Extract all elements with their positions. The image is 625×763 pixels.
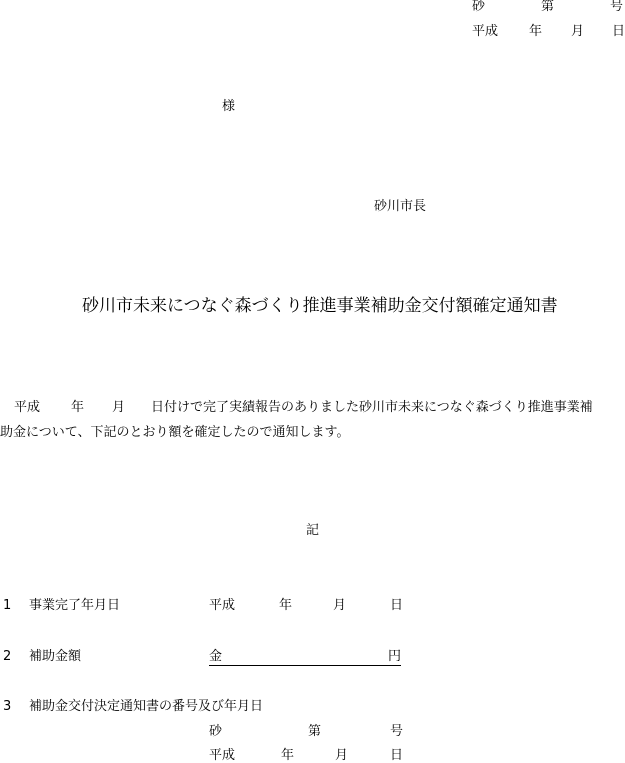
notice-date-month: 月 <box>335 748 349 763</box>
amount-unit: 円 <box>387 649 401 664</box>
body-line1-text: 日付けで完了実績報告のありました砂川市未来につなぐ森づくり推進事業補 <box>151 400 593 415</box>
document-title: 砂川市未来につなぐ森づくり推進事業補助金交付額確定通知書 <box>82 296 558 316</box>
number-prefix: 砂 <box>472 0 486 14</box>
item-number: 2 <box>3 649 12 664</box>
item-number: 1 <box>3 598 12 613</box>
item-date-year: 年 <box>279 598 293 613</box>
amount-underlined-field <box>209 650 401 666</box>
recipient-honorific: 様 <box>222 99 236 114</box>
number-mid: 第 <box>541 0 555 14</box>
notice-date-day: 日 <box>390 748 404 763</box>
item-date-day: 日 <box>390 598 404 613</box>
item-label: 補助金交付決定通知書の番号及び年月日 <box>29 699 264 714</box>
notice-date-era: 平成 <box>209 748 236 763</box>
body-year: 年 <box>71 400 85 415</box>
number-suffix: 号 <box>610 0 624 14</box>
sender-name: 砂川市長 <box>374 199 427 214</box>
item-date-month: 月 <box>333 598 347 613</box>
amount-prefix: 金 <box>209 649 223 664</box>
notice-number-mid: 第 <box>308 724 322 739</box>
item-label: 事業完了年月日 <box>29 598 121 613</box>
date-era: 平成 <box>472 24 499 39</box>
item-label: 補助金額 <box>29 649 82 664</box>
notice-date-year: 年 <box>281 748 295 763</box>
body-month: 月 <box>112 400 126 415</box>
body-line2-text: 助金について、下記のとおり額を確定したので通知します。 <box>0 425 350 440</box>
date-month: 月 <box>571 24 585 39</box>
ki-heading: 記 <box>306 523 320 538</box>
item-date-era: 平成 <box>209 598 236 613</box>
notice-number-prefix: 砂 <box>209 724 223 739</box>
item-number: 3 <box>3 699 12 714</box>
date-year: 年 <box>529 24 543 39</box>
date-day: 日 <box>612 24 625 39</box>
notice-number-suffix: 号 <box>390 724 404 739</box>
body-era: 平成 <box>14 400 41 415</box>
